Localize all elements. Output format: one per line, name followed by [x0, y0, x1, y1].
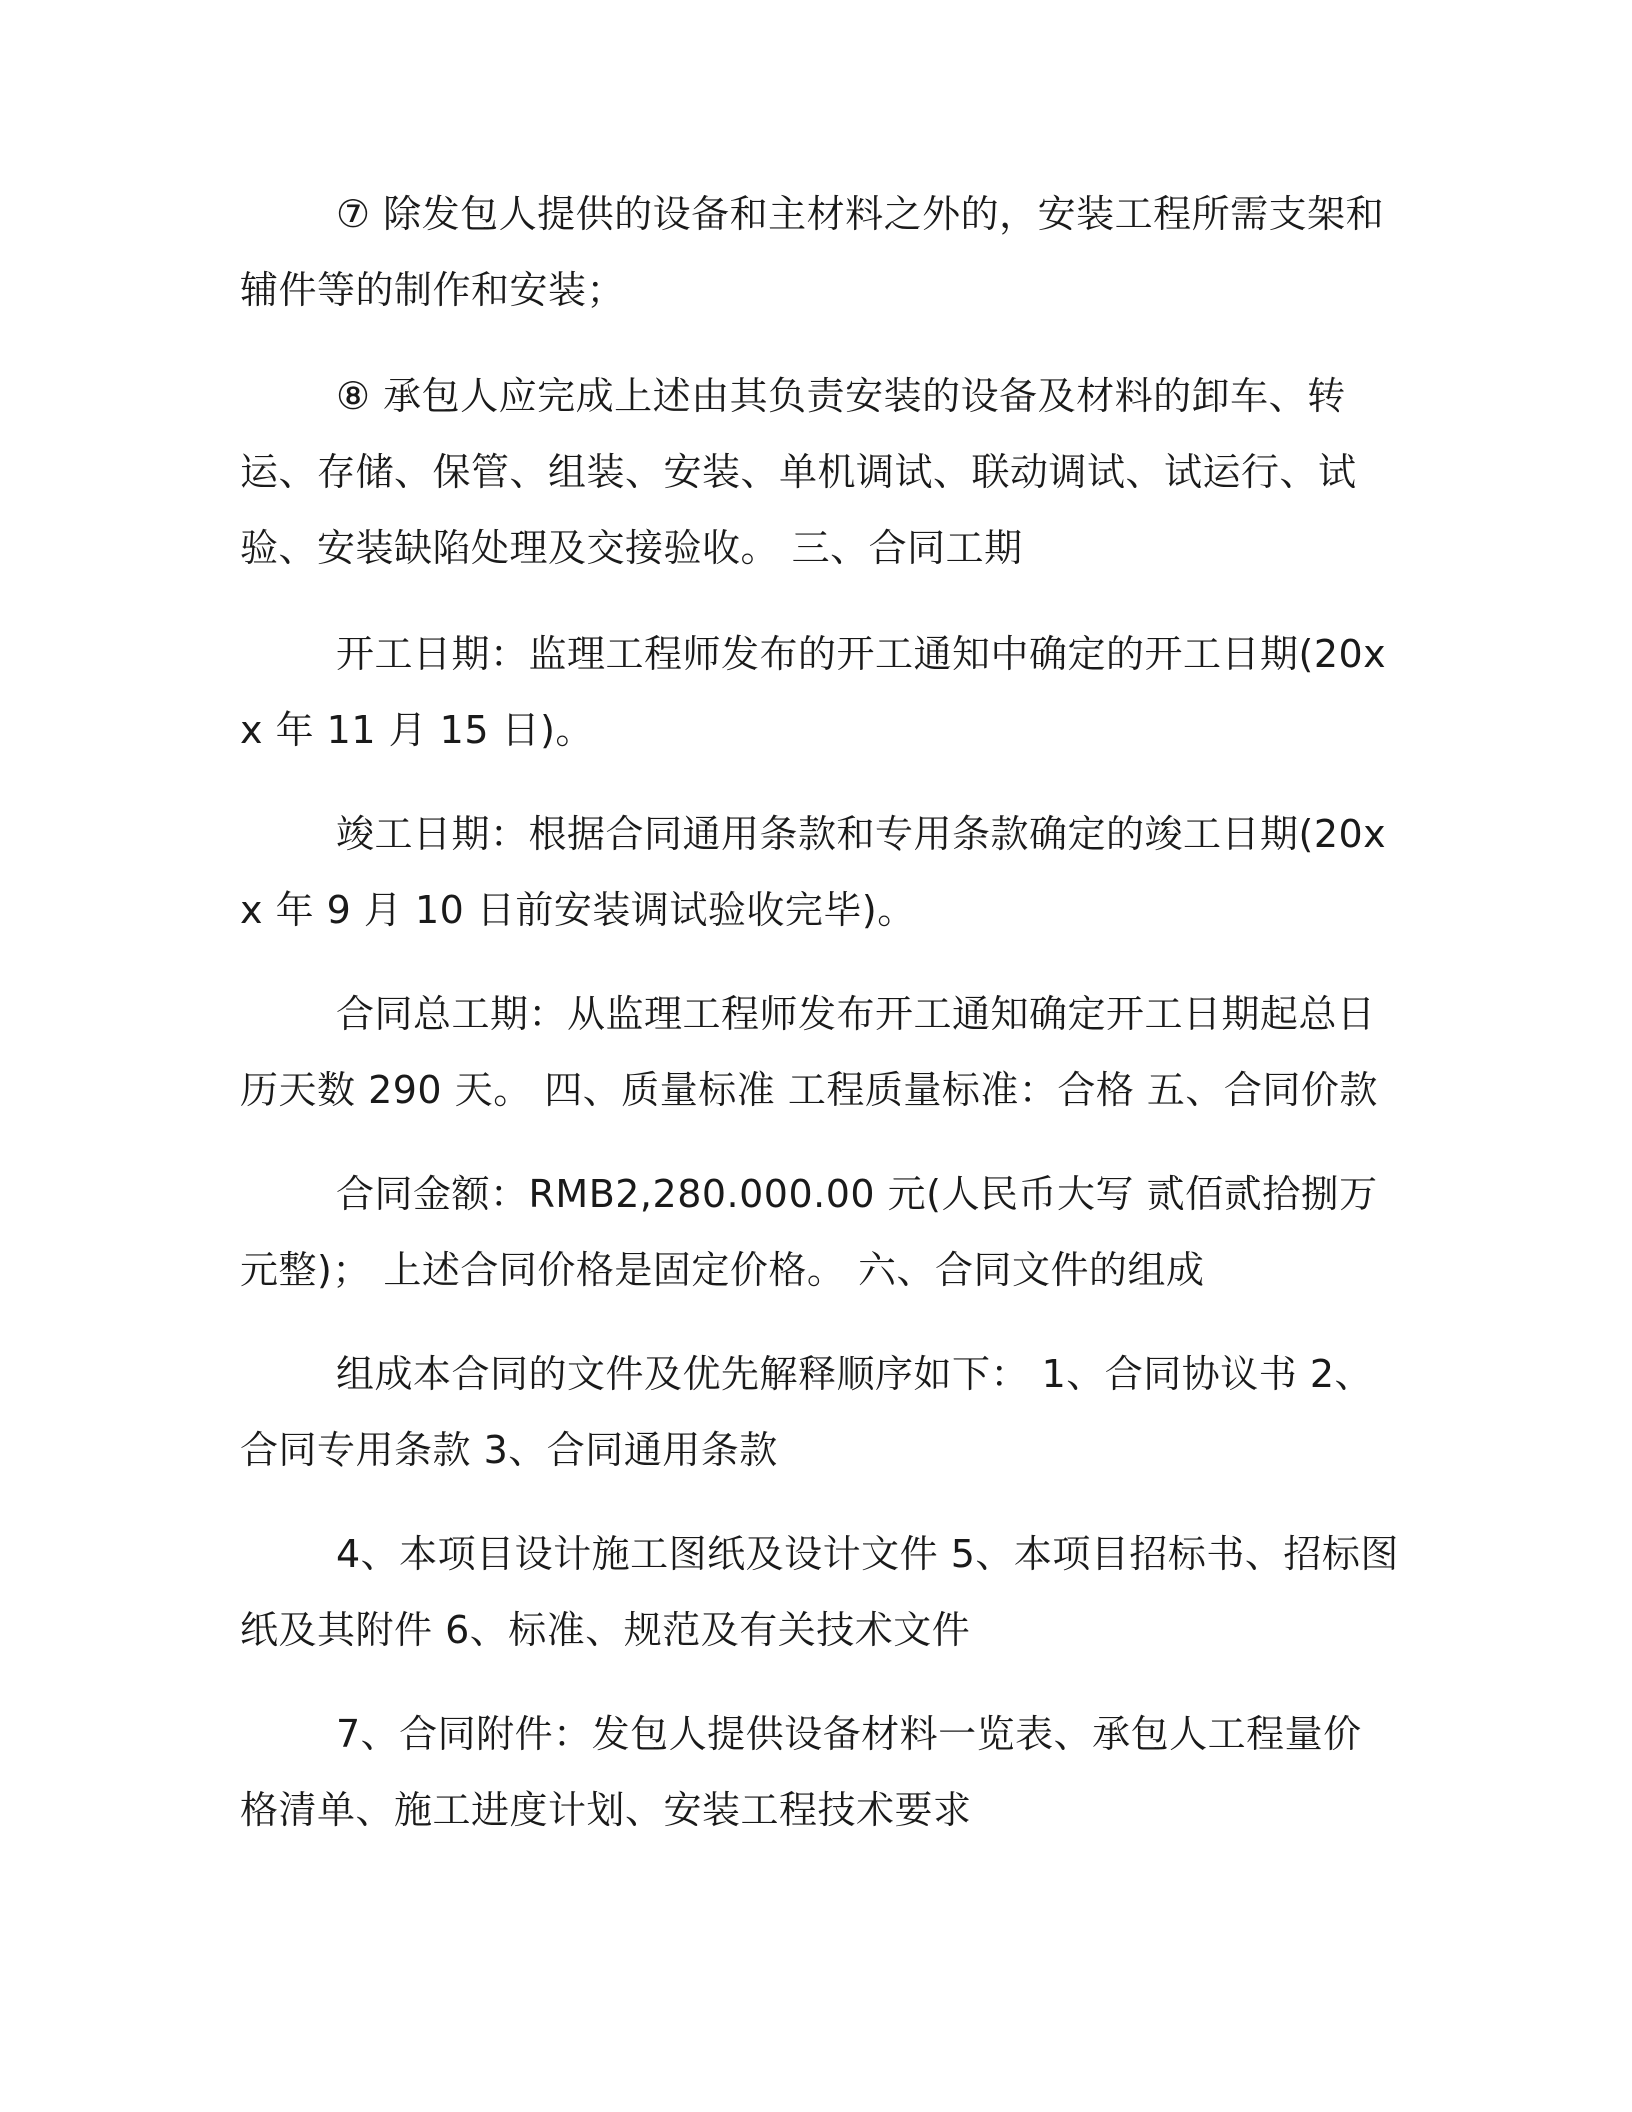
paragraph-document-order: 组成本合同的文件及优先解释顺序如下： 1、合同协议书 2、合同专用条款 3、合同通用条款 [240, 1352, 1374, 1472]
paragraph-contract-attachments: 7、合同附件：发包人提供设备材料一览表、承包人工程量价格清单、施工进度计划、安装工程技术要求 [240, 1712, 1362, 1832]
paragraph-completion-date: 竣工日期：根据合同通用条款和专用条款确定的竣工日期(20xx 年 9 月 10 日前安装调试验收完毕)。 [240, 812, 1387, 932]
paragraph-total-duration: 合同总工期：从监理工程师发布开工通知确定开工日期起总日历天数 290 天。 四、质量标准 工程质量标准：合格 五、合同价款 [240, 992, 1378, 1112]
paragraph-contract-amount: 合同金额：RMB2,280.000.00 元(人民币大写 贰佰贰拾捌万元整)； 上述合同价格是固定价格。 六、合同文件的组成 [240, 1172, 1378, 1292]
paragraph-contractor-duties: ⑧ 承包人应完成上述由其负责安装的设备及材料的卸车、转运、存储、保管、组装、安装、单机调试、联动调试、试运行、试验、安装缺陷处理及交接验收。 三、合同工期 [240, 374, 1357, 570]
paragraph-installation-supports: ⑦ 除发包人提供的设备和主材料之外的，安装工程所需支架和辅件等的制作和安装； [240, 192, 1385, 312]
paragraph-design-documents: 4、本项目设计施工图纸及设计文件 5、本项目招标书、招标图纸及其附件 6、标准、规范及有关技术文件 [240, 1532, 1399, 1652]
paragraph-start-date: 开工日期：监理工程师发布的开工通知中确定的开工日期(20xx 年 11 月 15 日)。 [240, 632, 1387, 752]
